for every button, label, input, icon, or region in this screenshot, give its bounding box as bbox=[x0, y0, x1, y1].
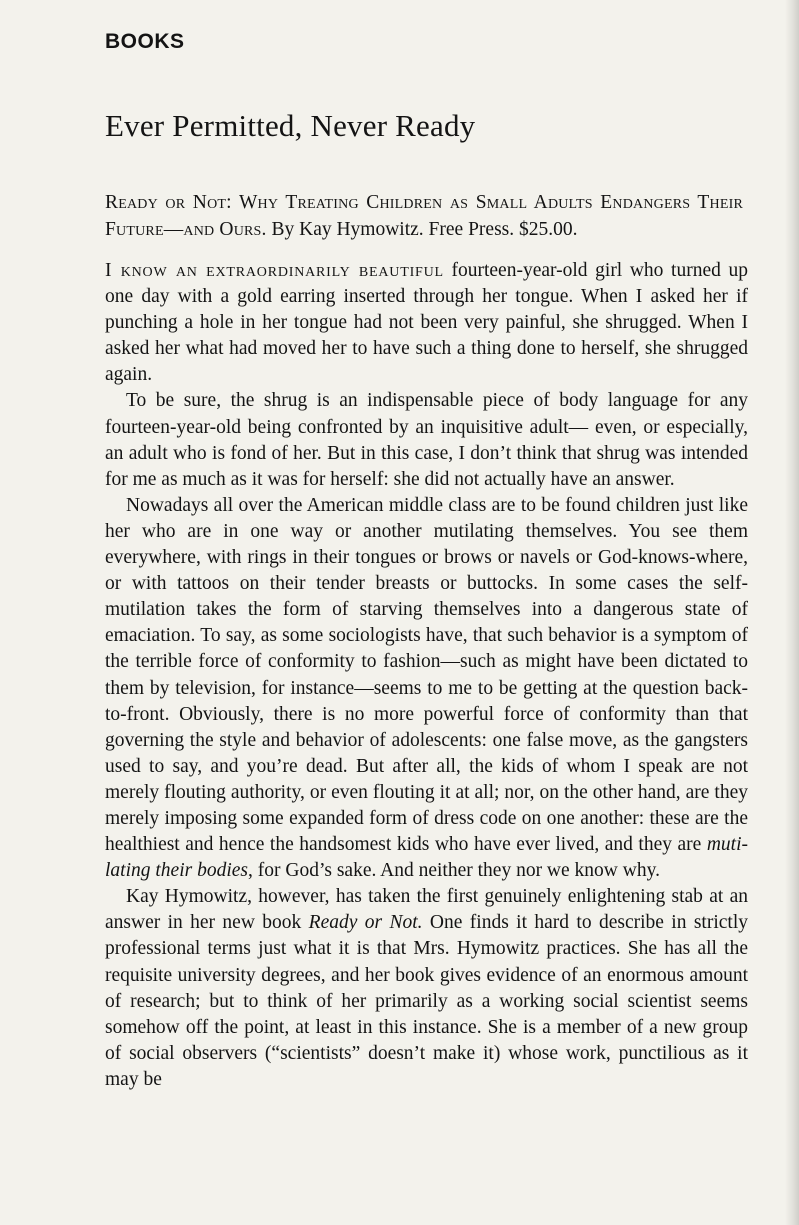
book-details: By Kay Hymowitz. Free Press. $25.00. bbox=[266, 219, 578, 240]
paragraph-text: To be sure, the shrug is an indispensable piece of body language for any fourteen-year-old being confronted by an inquisitive adult— even, or especially, an adult who is fond of her. But in this case, I don’t think that shrug was intended for me as much as it was for herself: she did not actually have an answer. bbox=[105, 390, 748, 490]
book-title: Ready or Not: Why Treating Children as Small Adults Endangers Their Future—and Ours. bbox=[105, 192, 743, 240]
paragraph-text: One finds it hard to describe in strictly professional terms just what it is that Mrs. Hymowitz practices. She has all the requisite university degrees, and her book gives evidence of an enormous amount of research; but to think of her primarily as a working social scientist seems somehow off the point, at least in this instance. She is a member of a new group of social observers (“scientists” doesn’t make it) whose work, punctilious as it may be bbox=[105, 912, 749, 1090]
paragraph-text: Kay Hymowitz, however, has taken the first genuinely enlightening stab at an answer in her new book bbox=[105, 886, 748, 934]
section-label: BOOKS bbox=[105, 30, 185, 53]
article-body bbox=[105, 258, 748, 1093]
page-edge-shadow bbox=[785, 0, 799, 1225]
paragraph-2 bbox=[105, 388, 748, 492]
paragraph-4 bbox=[105, 884, 748, 1093]
paragraph-1 bbox=[105, 258, 748, 388]
book-title-italic: Ready or Not. bbox=[308, 912, 423, 934]
paragraph-text: Nowadays all over the American middle class are to be found children just like her who are in one way or another mutilating themselves. You see them everywhere, with rings in their tongues or brows or navels or God-knows-where, or with tattoos on their tender breasts or buttocks. In some cases the self-mutilation takes the form of starving themselves into a dangerous state of emaciation. To say, as some sociologists have, that such behavior is a symptom of the terrible force of conformity to fashion—such as might have been dictated to them by television, for instance—seems to me to be getting at the question back-to-front. Obviously, there is no more powerful force of conformity than that governing the style and behavior of adolescents: one false move, as the gangsters used to say, and you’re dead. But after all, the kids of whom I speak are not merely flouting authority, or even flouting it at all; nor, on the other hand, are they merely imposing some expanded form of dress code on one another: these are the healthiest and hence the handsomest kids who have ever lived, and they are bbox=[105, 494, 748, 856]
book-citation bbox=[105, 189, 743, 243]
emphasis-text: mutilating their bodies bbox=[105, 834, 748, 882]
paragraph-3 bbox=[105, 493, 748, 884]
paragraph-lead-in: I know an extraordinarily beautiful bbox=[105, 260, 444, 281]
article-title: Ever Permitted, Never Ready bbox=[105, 108, 476, 143]
paragraph-text: , for God’s sake. And neither they nor we know why. bbox=[248, 860, 660, 882]
paragraph-text: fourteen-year-old girl who turned up one day with a gold earring inserted through her tongue. When I asked her if punching a hole in her tongue had not been very painful, she shrugged. When I asked her what had moved her to have such a thing done to herself, she shrugged again. bbox=[105, 260, 748, 386]
